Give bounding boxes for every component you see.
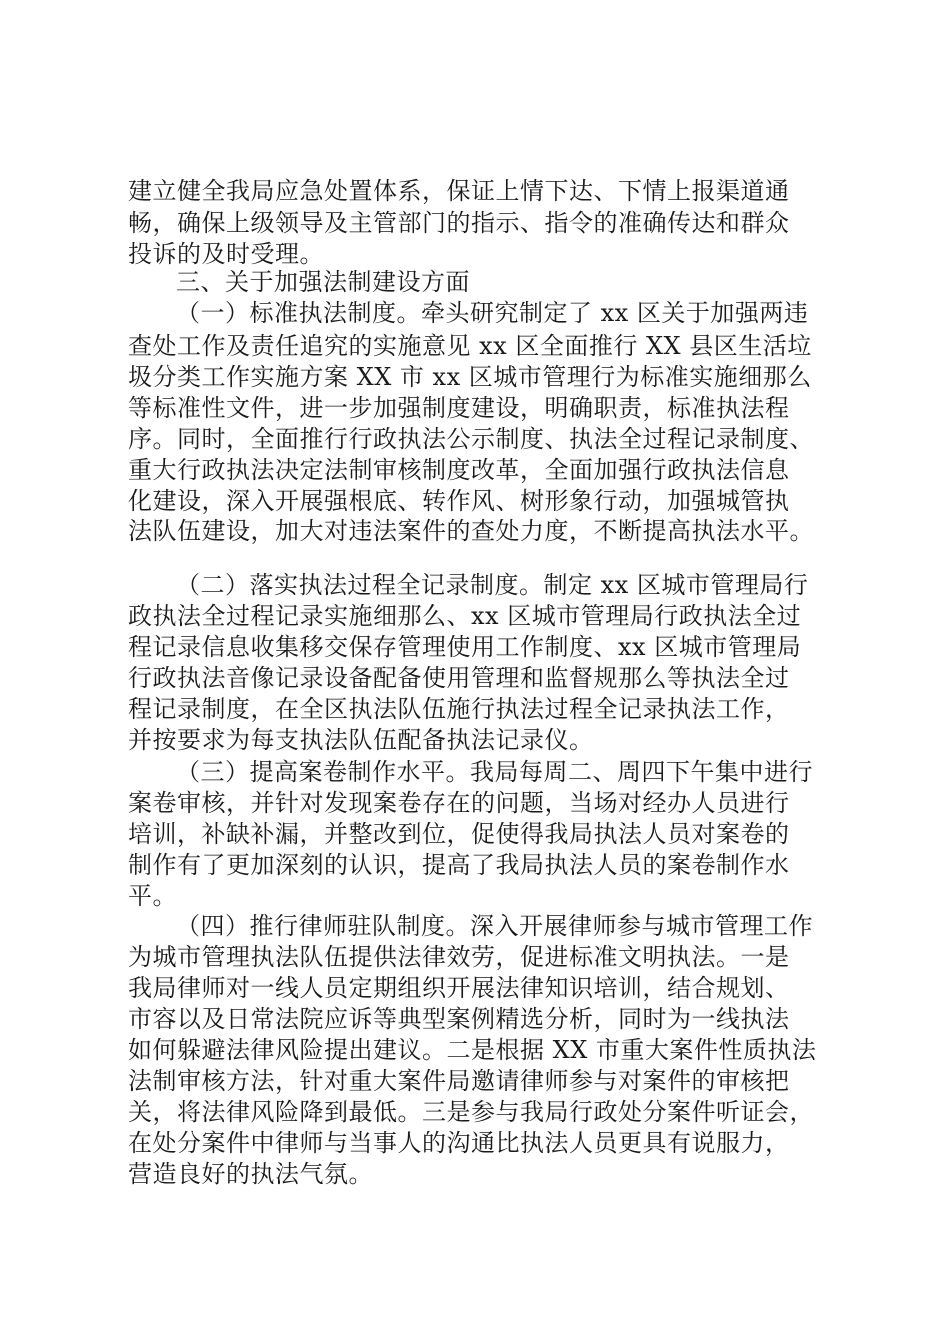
paragraph-2-line: 政执法全过程记录实施细那么、xx 区城市管理局行政执法全过 [128, 602, 802, 630]
paragraph-2-line: 程记录制度，在全区执法队伍施行执法过程全记录执法工作， [128, 695, 790, 723]
body-line: 投诉的及时受理。 [128, 240, 324, 268]
paragraph-4-line: （四）推行律师驻队制度。深入开展律师参与城市管理工作 [176, 912, 813, 940]
paragraph-3-line: 平。 [128, 882, 177, 910]
paragraph-1-line: 重大行政执法决定法制审核制度改革，全面加强行政执法信息 [128, 456, 790, 484]
paragraph-1-line: 序。同时，全面推行行政执法公示制度、执法全过程记录制度、 [128, 425, 814, 453]
paragraph-4-line: 关，将法律风险降到最低。三是参与我局行政处分案件听证会， [128, 1098, 814, 1126]
paragraph-1-line: （一）标准执法制度。牵头研究制定了 xx 区关于加强两违 [176, 299, 809, 327]
paragraph-1-line: 查处工作及责任追究的实施意见 xx 区全面推行 XX 县区生活垃 [128, 332, 812, 360]
section-heading: 三、关于加强法制建设方面 [176, 268, 470, 296]
paragraph-4-line: 营造良好的执法气氛。 [128, 1160, 373, 1188]
paragraph-2-line: 程记录信息收集移交保存管理使用工作制度、xx 区城市管理局 [128, 633, 802, 661]
paragraph-1-line: 化建设，深入开展强根底、转作风、树形象行动，加强城管执 [128, 487, 790, 515]
paragraph-4-line: 法制审核方法，针对重大案件局邀请律师参与对案件的审核把 [128, 1067, 790, 1095]
paragraph-3-line: 制作有了更加深刻的认识，提高了我局执法人员的案卷制作水 [128, 851, 790, 879]
paragraph-3-line: 培训，补缺补漏，并整改到位，促使得我局执法人员对案卷的 [128, 820, 790, 848]
paragraph-2-line: 行政执法音像记录设备配备使用管理和监督规那么等执法全过 [128, 664, 790, 692]
paragraph-3-line: 案卷审核，并针对发现案卷存在的问题，当场对经办人员进行 [128, 789, 790, 817]
paragraph-4-line: 市容以及日常法院应诉等典型案例精选分析，同时为一线执法 [128, 1005, 790, 1033]
paragraph-4-line: 我局律师对一线人员定期组织开展法律知识培训，结合规划、 [128, 974, 790, 1002]
paragraph-2-line: （二）落实执法过程全记录制度。制定 xx 区城市管理局行 [176, 571, 809, 599]
paragraph-4-line: 如何躲避法律风险提出建议。二是根据 XX 市重大案件性质执法 [128, 1036, 817, 1064]
paragraph-4-line: 为城市管理执法队伍提供法律效劳，促进标准文明执法。一是 [128, 943, 790, 971]
paragraph-2-line: 并按要求为每支执法队伍配备执法记录仪。 [128, 726, 594, 754]
paragraph-1-line: 法队伍建设，加大对违法案件的查处力度，不断提高执法水平。 [128, 517, 814, 545]
body-line: 建立健全我局应急处置体系，保证上情下达、下情上报渠道通 [128, 177, 790, 205]
paragraph-4-line: 在处分案件中律师与当事人的沟通比执法人员更具有说服力， [128, 1129, 790, 1157]
paragraph-3-line: （三）提高案卷制作水平。我局每周二、周四下午集中进行 [176, 758, 813, 786]
body-line: 畅，确保上级领导及主管部门的指示、指令的准确传达和群众 [128, 209, 790, 237]
paragraph-1-line: 圾分类工作实施方案 XX 市 xx 区城市管理行为标准实施细那么 [128, 363, 812, 391]
paragraph-1-line: 等标准性文件，进一步加强制度建设，明确职责，标准执法程 [128, 394, 790, 422]
